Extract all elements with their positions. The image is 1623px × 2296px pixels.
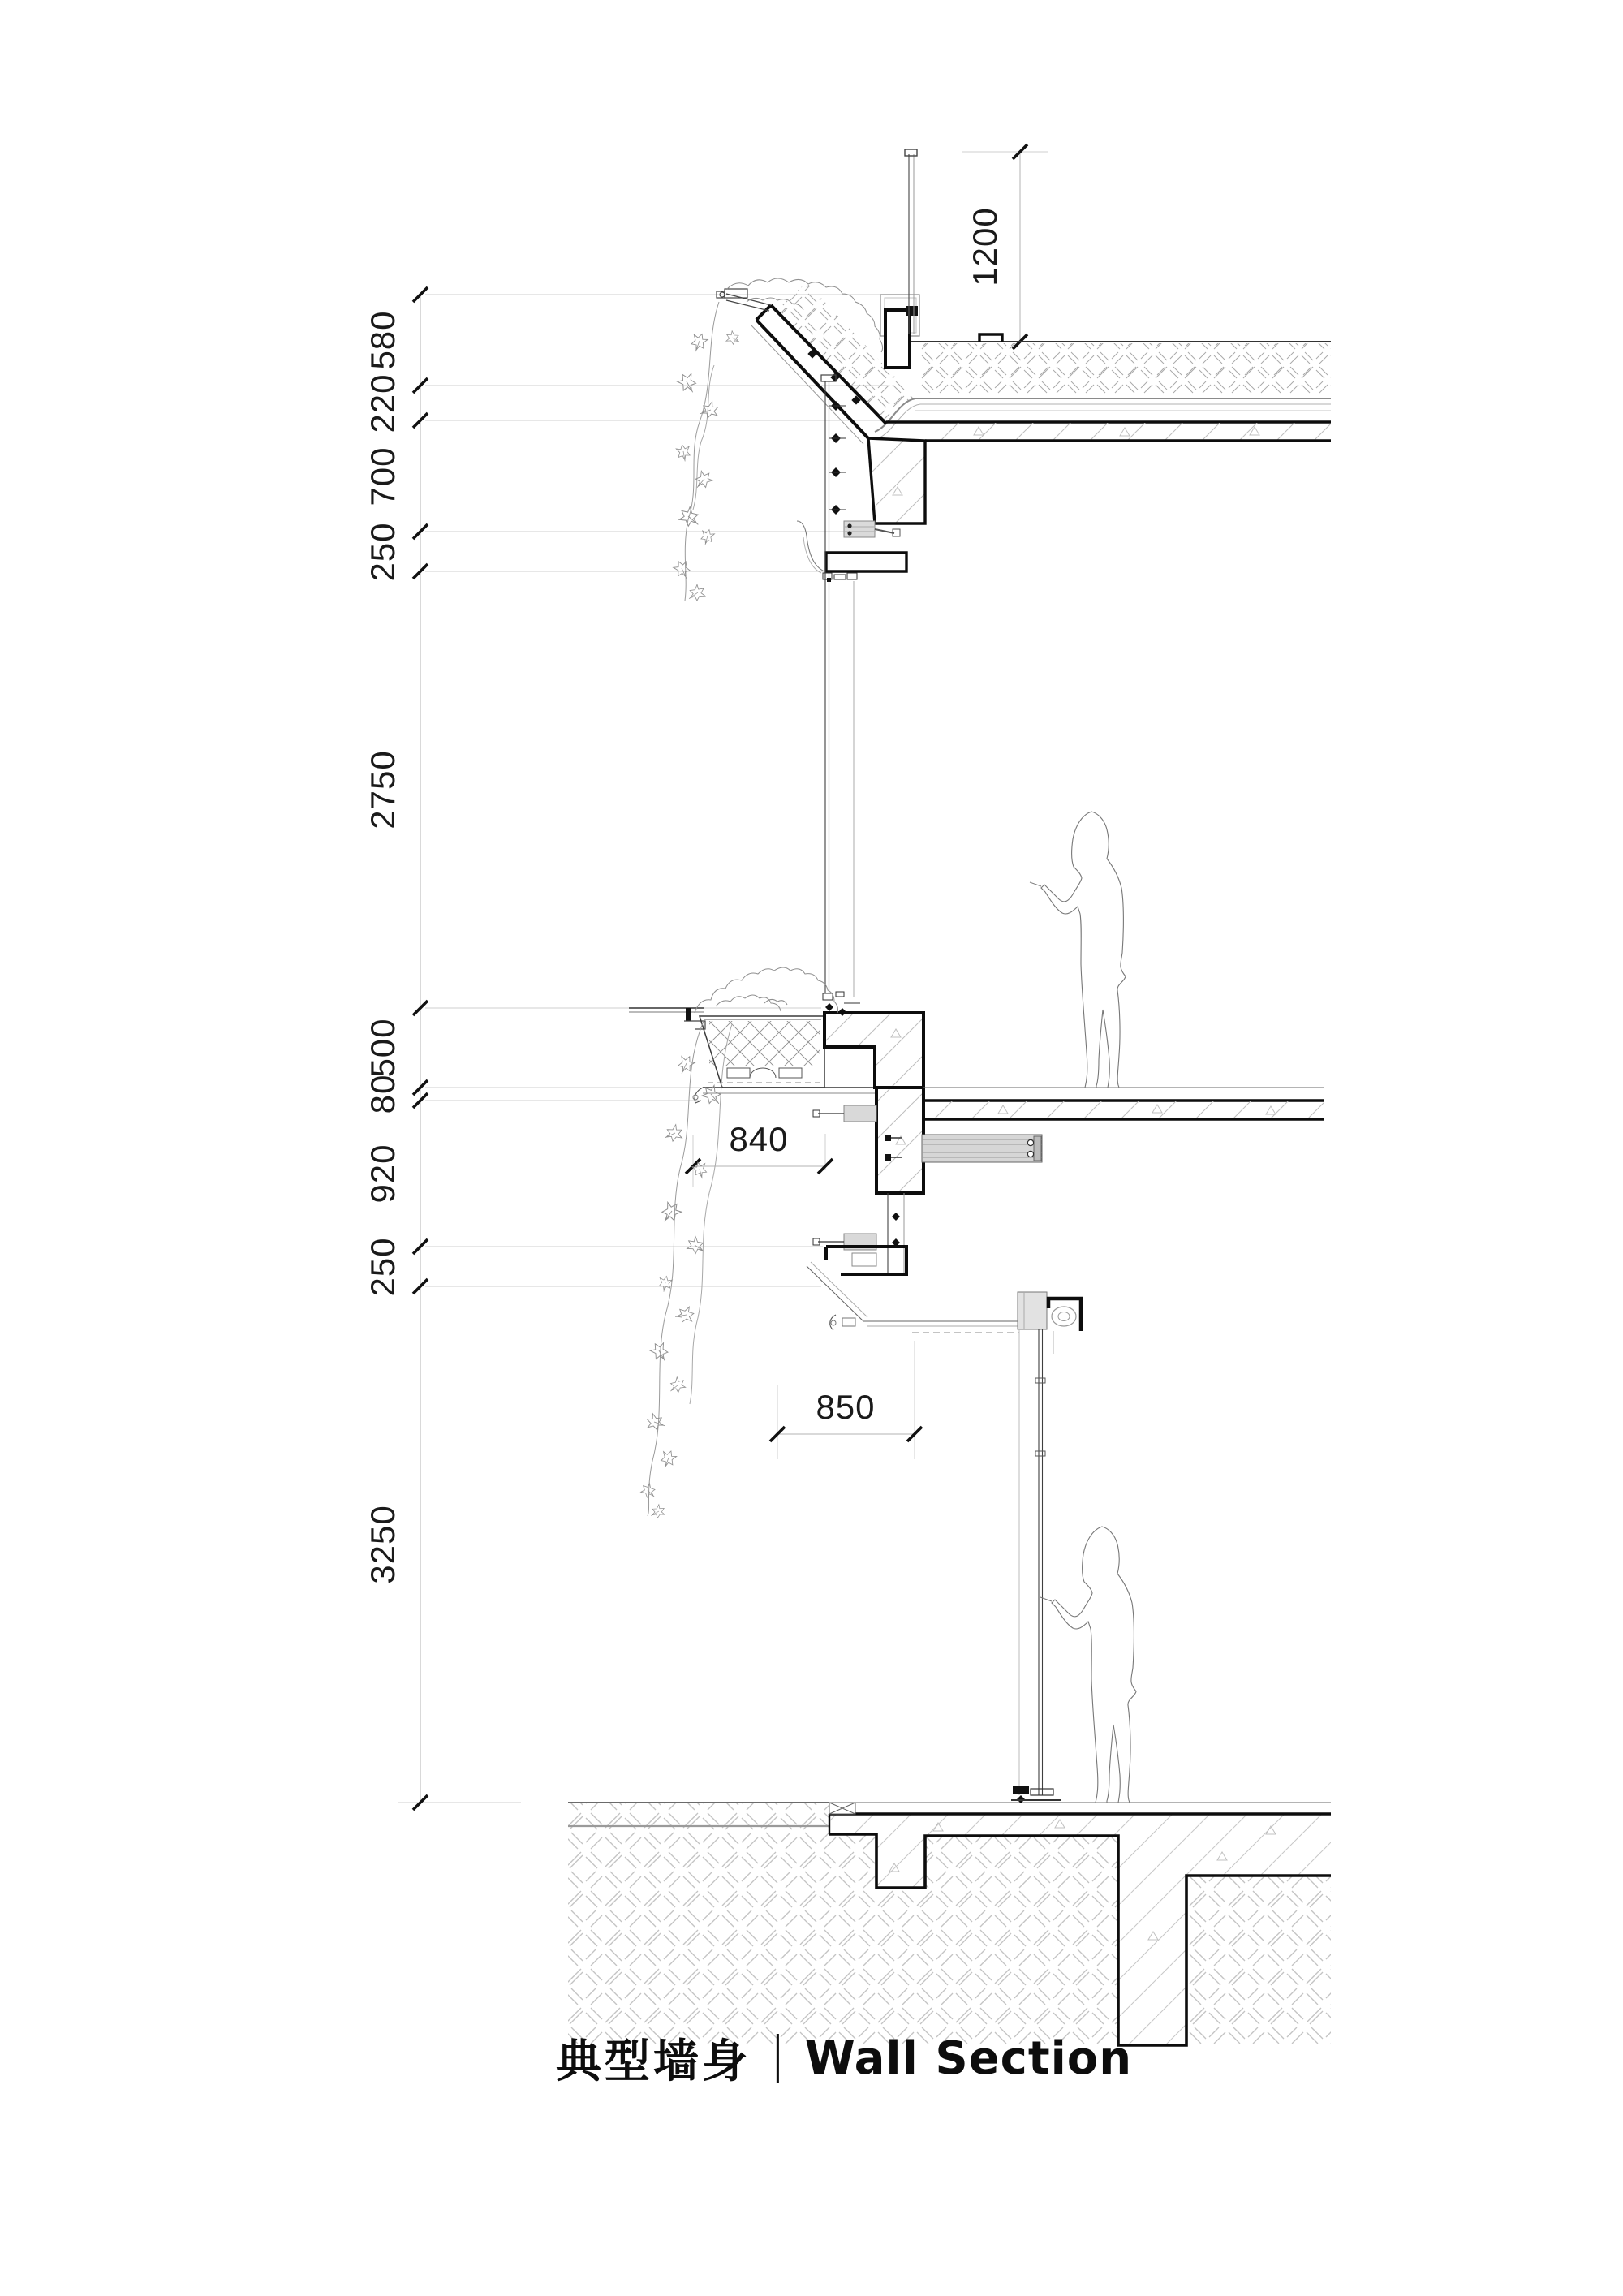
soffit-bracket — [826, 1247, 906, 1274]
dim-250a: 250 — [364, 522, 402, 582]
title-english: Wall Section — [804, 2031, 1133, 2085]
parapet-curb — [885, 310, 910, 368]
railing-cap — [905, 149, 917, 156]
slab-edge-joint — [829, 1803, 855, 1814]
human-figure-lower — [1040, 1527, 1136, 1803]
lower-sill — [1011, 1786, 1061, 1803]
dim-2750: 2750 — [364, 750, 402, 829]
lower-curtain-wall — [1011, 1292, 1081, 1803]
roof-assembly — [717, 149, 1331, 582]
dim-850: 850 — [816, 1388, 876, 1426]
dim-920: 920 — [364, 1144, 402, 1204]
roof-curb — [979, 334, 1002, 342]
bay-brackets — [813, 1105, 876, 1250]
roof-paving-hatch — [919, 343, 1331, 394]
dim-500: 500 — [364, 1018, 402, 1078]
eave-step-block — [826, 553, 906, 571]
ground-assembly — [568, 1803, 1331, 2045]
planter-rail — [629, 1008, 705, 1029]
planter — [700, 1016, 824, 1088]
human-figure-upper — [1030, 812, 1126, 1088]
bay-window-frame — [888, 1193, 904, 1274]
eave-beam — [868, 438, 925, 523]
blind-roll — [1052, 1307, 1076, 1326]
dim-700: 700 — [364, 446, 402, 506]
window-head — [823, 573, 857, 582]
soffit — [807, 1262, 1019, 1333]
upper-curtain-wall — [821, 375, 860, 1016]
drawing-title — [556, 2026, 1132, 2091]
dim-3250: 3250 — [364, 1505, 402, 1584]
title-chinese: 典型墙身 — [555, 2035, 751, 2088]
dim-80: 80 — [364, 1074, 402, 1114]
mullion-clips — [829, 401, 846, 515]
edge-beam — [876, 1088, 923, 1193]
dim-1200: 1200 — [966, 207, 1004, 286]
balcony-upstand — [824, 1013, 923, 1088]
railing-height-dimension — [962, 144, 1048, 349]
parapet — [880, 149, 919, 368]
lower-offset-dimension — [770, 1341, 922, 1459]
title-divider — [777, 2034, 779, 2083]
upper-offset-dimension — [686, 1120, 833, 1187]
dim-580: 580 — [364, 310, 402, 370]
dim-250b: 250 — [364, 1237, 402, 1297]
dim-840: 840 — [729, 1120, 789, 1158]
dim-220: 220 — [364, 373, 402, 433]
middle-floor-assembly — [629, 1008, 1324, 1333]
